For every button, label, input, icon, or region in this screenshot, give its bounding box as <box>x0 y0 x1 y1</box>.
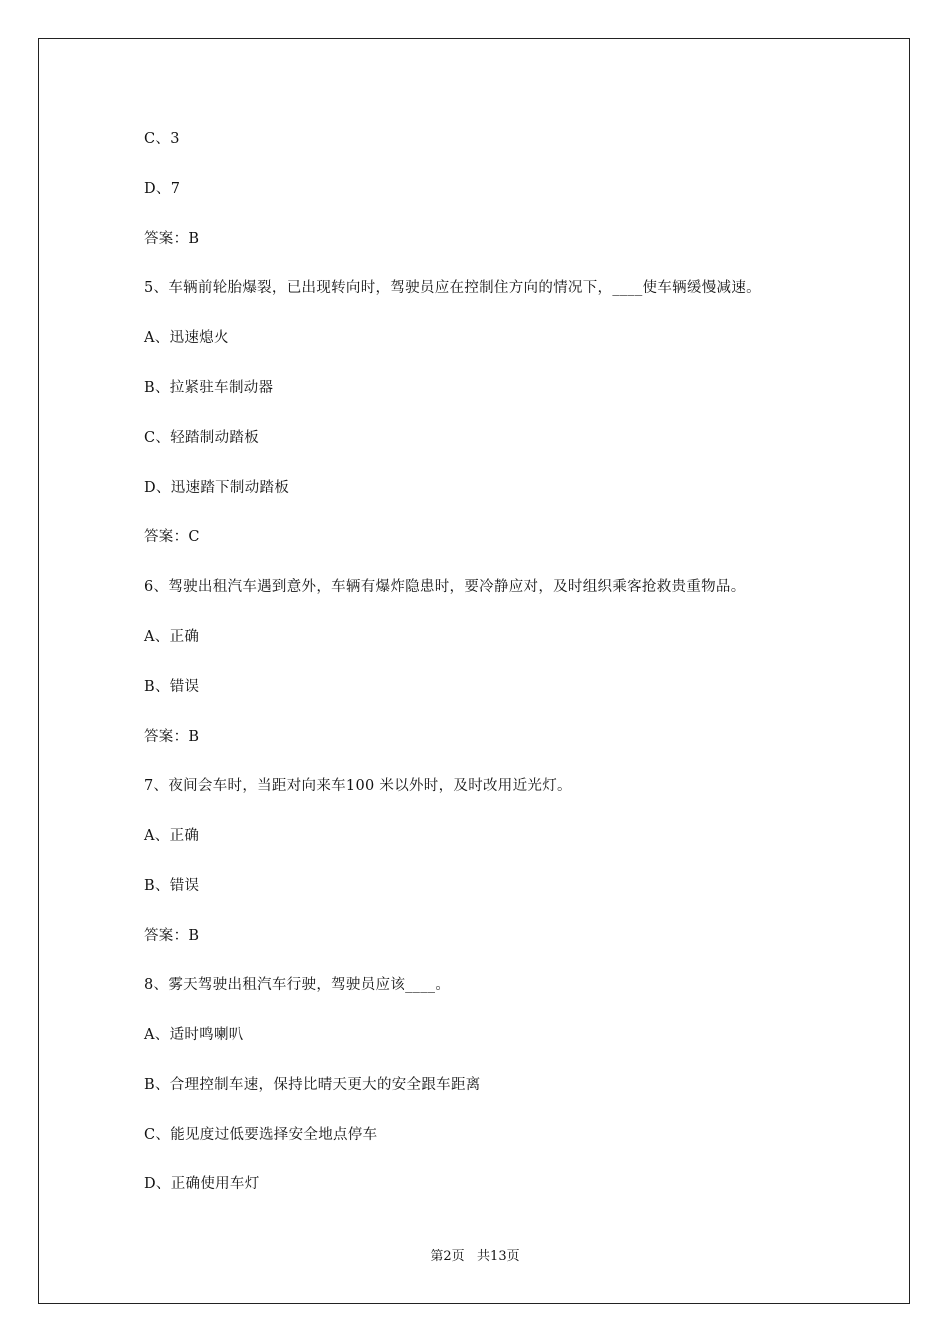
option-d-q8: D、正确使用车灯 <box>144 1176 260 1192</box>
option-a-q8: A、适时鸣喇叭 <box>144 1027 244 1043</box>
option-a-q5: A、迅速熄火 <box>144 330 229 346</box>
option-b-q8: B、合理控制车速，保持比晴天更大的安全跟车距离 <box>144 1077 481 1093</box>
question-8: 8、雾天驾驶出租汽车行驶，驾驶员应该____。 <box>144 977 451 993</box>
answer-q6: 答案：B <box>144 729 200 745</box>
option-d-q5: D、迅速踏下制动踏板 <box>144 480 290 496</box>
option-c-q5: C、轻踏制动踏板 <box>144 430 259 446</box>
option-b-q7: B、错误 <box>144 878 200 894</box>
option-c-q4: C、3 <box>144 131 180 147</box>
question-5: 5、车辆前轮胎爆裂，已出现转向时，驾驶员应在控制住方向的情况下，____使车辆缓慢减速。 <box>144 280 761 296</box>
answer-q7: 答案：B <box>144 928 200 944</box>
question-7: 7、夜间会车时，当距对向来车100 米以外时，及时改用近光灯。 <box>144 778 572 794</box>
answer-q5: 答案：C <box>144 529 200 545</box>
option-a-q6: A、正确 <box>144 629 200 645</box>
option-b-q6: B、错误 <box>144 679 200 695</box>
option-d-q4: D、7 <box>144 181 181 197</box>
option-a-q7: A、正确 <box>144 828 200 844</box>
question-6: 6、驾驶出租汽车遇到意外，车辆有爆炸隐患时，要冷静应对，及时组织乘客抢救贵重物品。 <box>144 579 746 595</box>
page-footer: 第2页 共13页 <box>430 1249 520 1264</box>
page-frame <box>38 38 910 1304</box>
answer-q4: 答案：B <box>144 231 200 247</box>
option-b-q5: B、拉紧驻车制动器 <box>144 380 274 396</box>
option-c-q8: C、能见度过低要选择安全地点停车 <box>144 1127 378 1143</box>
